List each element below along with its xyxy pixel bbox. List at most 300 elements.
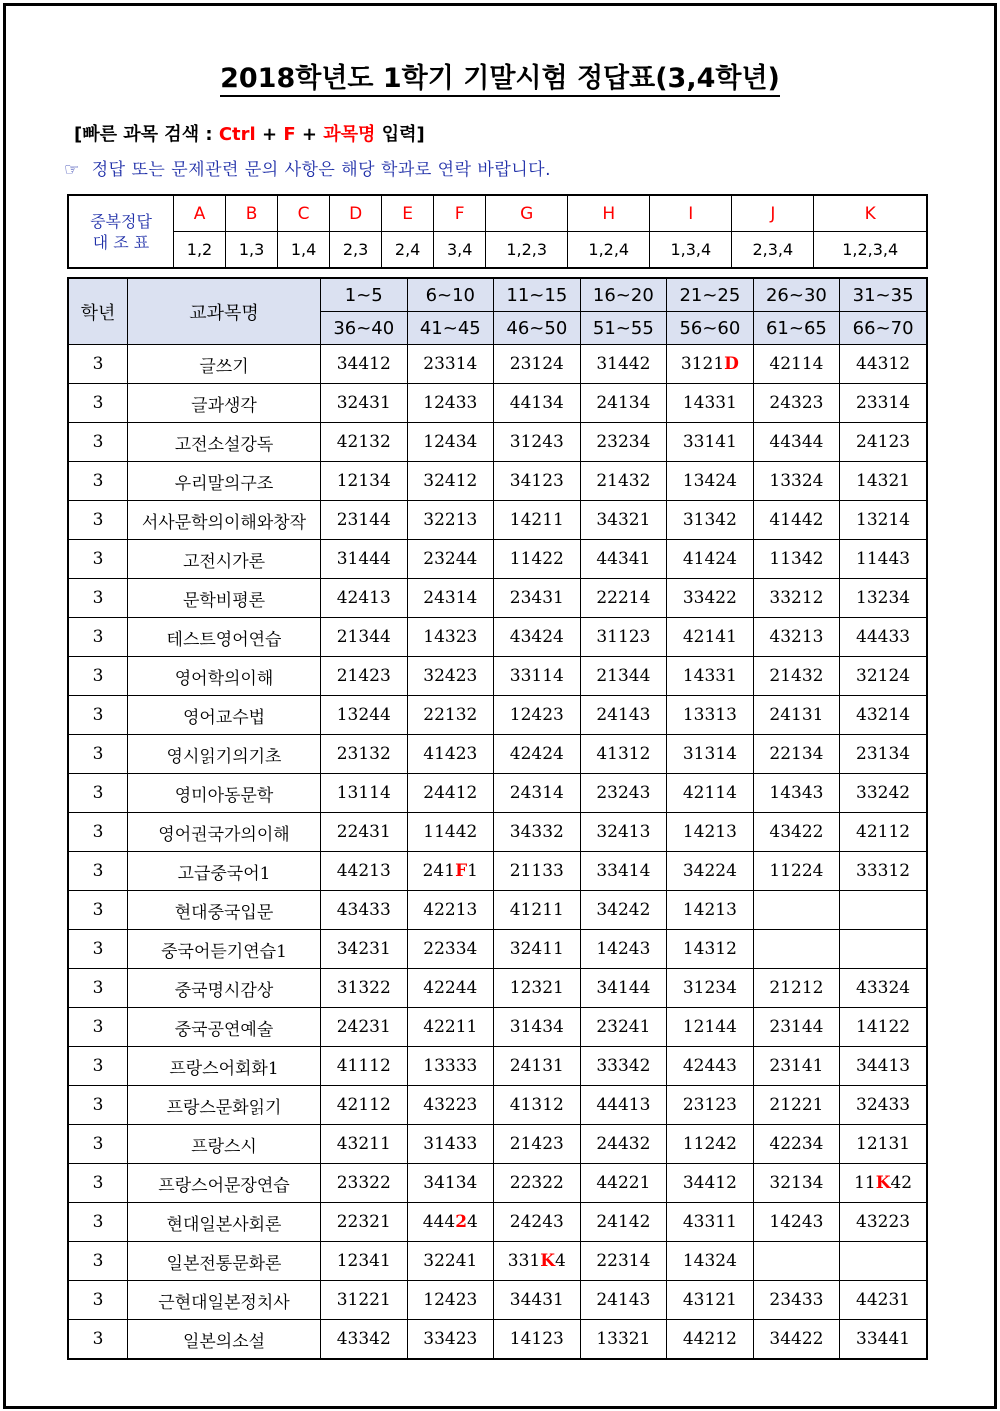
cell-answers: 22431 — [321, 813, 408, 852]
cell-answers: 32411 — [494, 930, 581, 969]
cell-answers: 13333 — [407, 1047, 494, 1086]
table-row — [68, 423, 927, 462]
cell-answers: 23124 — [494, 345, 581, 384]
code-combination: 1,2,3 — [486, 232, 568, 269]
cell-answers: 13114 — [321, 774, 408, 813]
cell-answers: 32134 — [753, 1164, 840, 1203]
cell-answers: 42413 — [321, 579, 408, 618]
cell-answers: 23431 — [494, 579, 581, 618]
cell-answers: 42213 — [407, 891, 494, 930]
code-letter: C — [278, 195, 330, 232]
cell-answers: 31123 — [580, 618, 667, 657]
cell-answers: 24231 — [321, 1008, 408, 1047]
table-row — [68, 1047, 927, 1086]
cell-year: 3 — [68, 735, 128, 774]
cell-answers: 44221 — [580, 1164, 667, 1203]
code-table-label-line1: 중복정답 — [90, 211, 152, 231]
cell-answers: 12131 — [840, 1125, 927, 1164]
header-range: 21~25 — [667, 278, 754, 312]
cell-answers: 44433 — [840, 618, 927, 657]
cell-answers: 32412 — [407, 462, 494, 501]
cell-answers: 32413 — [580, 813, 667, 852]
cell-answers: 14213 — [667, 891, 754, 930]
cell-answers: 23144 — [753, 1008, 840, 1047]
cell-answers: 34144 — [580, 969, 667, 1008]
cell-subject: 영미아동문학 — [128, 774, 321, 813]
code-combination: 2,4 — [382, 232, 434, 269]
cell-answers: 22214 — [580, 579, 667, 618]
cell-answers: 14323 — [407, 618, 494, 657]
page-title: 2018학년도 1학기 기말시험 정답표(3,4학년) — [0, 56, 1000, 95]
cell-answers: 44134 — [494, 384, 581, 423]
cell-subject: 문학비평론 — [128, 579, 321, 618]
cell-answers: 22134 — [753, 735, 840, 774]
cell-subject: 일본의소설 — [128, 1320, 321, 1360]
cell-answers: 24142 — [580, 1203, 667, 1242]
cell-answers: 13313 — [667, 696, 754, 735]
table-row — [68, 579, 927, 618]
highlighted-answer-char: D — [724, 354, 739, 374]
code-combination: 1,2 — [174, 232, 226, 269]
table-row — [68, 930, 927, 969]
cell-answers: 44212 — [667, 1320, 754, 1360]
cell-answers: 12144 — [667, 1008, 754, 1047]
highlighted-answer-char: F — [455, 861, 468, 881]
cell-answers: 11K42 — [840, 1164, 927, 1203]
cell-answers: 11442 — [407, 813, 494, 852]
cell-answers: 24432 — [580, 1125, 667, 1164]
table-row — [68, 696, 927, 735]
table-row — [68, 1164, 927, 1203]
table-row — [68, 618, 927, 657]
code-letter: D — [330, 195, 382, 232]
cell-answers: 14331 — [667, 384, 754, 423]
cell-year: 3 — [68, 462, 128, 501]
cell-subject: 현대일본사회론 — [128, 1203, 321, 1242]
cell-answers: 41312 — [494, 1086, 581, 1125]
cell-answers: 13321 — [580, 1320, 667, 1360]
cell-answers: 14343 — [753, 774, 840, 813]
cell-answers: 31322 — [321, 969, 408, 1008]
cell-answers: 42132 — [321, 423, 408, 462]
cell-answers: 33342 — [580, 1047, 667, 1086]
cell-answers: 42112 — [321, 1086, 408, 1125]
code-table-label — [68, 195, 174, 268]
cell-answers: 31434 — [494, 1008, 581, 1047]
cell-subject: 글쓰기 — [128, 345, 321, 384]
cell-subject: 영시읽기의기초 — [128, 735, 321, 774]
cell-answers: 24143 — [580, 696, 667, 735]
code-letter: B — [226, 195, 278, 232]
cell-answers: 14213 — [667, 813, 754, 852]
cell-subject: 프랑스시 — [128, 1125, 321, 1164]
cell-answers: 21212 — [753, 969, 840, 1008]
cell-answers: 14122 — [840, 1008, 927, 1047]
cell-answers: 13214 — [840, 501, 927, 540]
cell-subject: 영어교수법 — [128, 696, 321, 735]
cell-year: 3 — [68, 1242, 128, 1281]
cell-answers: 24412 — [407, 774, 494, 813]
cell-answers: 43223 — [407, 1086, 494, 1125]
cell-subject: 우리말의구조 — [128, 462, 321, 501]
cell-answers: 21432 — [753, 657, 840, 696]
cell-answers: 32423 — [407, 657, 494, 696]
cell-year: 3 — [68, 891, 128, 930]
header-subject: 교과목명 — [128, 278, 321, 345]
cell-subject: 영어학의이해 — [128, 657, 321, 696]
code-combination: 1,3,4 — [650, 232, 732, 269]
cell-answers: 33441 — [840, 1320, 927, 1360]
cell-answers: 34224 — [667, 852, 754, 891]
cell-answers: 31243 — [494, 423, 581, 462]
table-row — [68, 501, 927, 540]
cell-answers: 43213 — [753, 618, 840, 657]
header-range: 11~15 — [494, 278, 581, 312]
cell-answers: 34413 — [840, 1047, 927, 1086]
header-range: 66~70 — [840, 312, 927, 345]
cell-answers: 42114 — [753, 345, 840, 384]
cell-answers: 11224 — [753, 852, 840, 891]
cell-answers: 14243 — [753, 1203, 840, 1242]
cell-answers: 12341 — [321, 1242, 408, 1281]
table-row — [68, 969, 927, 1008]
cell-answers: 33312 — [840, 852, 927, 891]
cell-answers: 22322 — [494, 1164, 581, 1203]
cell-year: 3 — [68, 1125, 128, 1164]
cell-answers — [840, 1242, 927, 1281]
cell-answers: 23141 — [753, 1047, 840, 1086]
cell-subject: 영어권국가의이해 — [128, 813, 321, 852]
cell-year: 3 — [68, 696, 128, 735]
header-range: 56~60 — [667, 312, 754, 345]
cell-answers: 42141 — [667, 618, 754, 657]
cell-subject: 고전시가론 — [128, 540, 321, 579]
highlighted-answer-char: K — [540, 1251, 556, 1271]
cell-answers: 23241 — [580, 1008, 667, 1047]
cell-year: 3 — [68, 969, 128, 1008]
cell-answers: 23314 — [840, 384, 927, 423]
code-letter: H — [568, 195, 650, 232]
cell-subject: 서사문학의이해와창작 — [128, 501, 321, 540]
header-range: 61~65 — [753, 312, 840, 345]
code-combination: 1,2,4 — [568, 232, 650, 269]
cell-answers: 34422 — [753, 1320, 840, 1360]
cell-answers: 41423 — [407, 735, 494, 774]
cell-answers: 23314 — [407, 345, 494, 384]
cell-answers: 43422 — [753, 813, 840, 852]
cell-answers: 33212 — [753, 579, 840, 618]
cell-answers: 12423 — [407, 1281, 494, 1320]
cell-answers: 33114 — [494, 657, 581, 696]
cell-subject: 프랑스어문장연습 — [128, 1164, 321, 1203]
cell-answers: 22132 — [407, 696, 494, 735]
cell-subject: 테스트영어연습 — [128, 618, 321, 657]
notice — [64, 155, 551, 180]
cell-answers: 12134 — [321, 462, 408, 501]
cell-answers: 32124 — [840, 657, 927, 696]
code-combination: 2,3,4 — [732, 232, 814, 269]
table-row — [68, 1008, 927, 1047]
cell-answers: 42112 — [840, 813, 927, 852]
table-row — [68, 1281, 927, 1320]
cell-answers: 12423 — [494, 696, 581, 735]
cell-subject: 프랑스어회화1 — [128, 1047, 321, 1086]
cell-answers: 21432 — [580, 462, 667, 501]
cell-answers: 42234 — [753, 1125, 840, 1164]
cell-answers: 13244 — [321, 696, 408, 735]
cell-answers: 34332 — [494, 813, 581, 852]
cell-answers: 11443 — [840, 540, 927, 579]
code-letter: G — [486, 195, 568, 232]
cell-answers: 41424 — [667, 540, 754, 579]
table-row — [68, 1320, 927, 1360]
cell-answers: 23234 — [580, 423, 667, 462]
cell-answers: 42424 — [494, 735, 581, 774]
cell-answers: 43342 — [321, 1320, 408, 1360]
cell-answers: 14312 — [667, 930, 754, 969]
cell-answers: 32431 — [321, 384, 408, 423]
search-hint-plus: + — [295, 124, 324, 145]
cell-answers: 43121 — [667, 1281, 754, 1320]
cell-answers: 31444 — [321, 540, 408, 579]
cell-answers: 32213 — [407, 501, 494, 540]
header-range: 6~10 — [407, 278, 494, 312]
cell-answers: 13234 — [840, 579, 927, 618]
header-range: 51~55 — [580, 312, 667, 345]
search-hint-ctrl: Ctrl — [218, 124, 256, 145]
cell-answers: 42114 — [667, 774, 754, 813]
cell-year: 3 — [68, 618, 128, 657]
code-table-label-line2: 대 조 표 — [92, 232, 150, 252]
cell-answers: 42211 — [407, 1008, 494, 1047]
cell-year: 3 — [68, 579, 128, 618]
cell-year: 3 — [68, 345, 128, 384]
cell-subject: 현대중국입문 — [128, 891, 321, 930]
cell-answers: 12433 — [407, 384, 494, 423]
cell-answers: 23244 — [407, 540, 494, 579]
table-row — [68, 1125, 927, 1164]
cell-answers: 22334 — [407, 930, 494, 969]
cell-answers: 31221 — [321, 1281, 408, 1320]
search-hint-plus: + — [255, 124, 284, 145]
code-letter: F — [434, 195, 486, 232]
cell-answers: 24243 — [494, 1203, 581, 1242]
cell-answers: 24131 — [753, 696, 840, 735]
search-hint-f: F — [283, 124, 296, 145]
table-row — [68, 1203, 927, 1242]
cell-answers: 31433 — [407, 1125, 494, 1164]
cell-answers: 331K4 — [494, 1242, 581, 1281]
cell-answers: 34321 — [580, 501, 667, 540]
highlighted-answer-char: K — [875, 1173, 891, 1193]
cell-answers: 21423 — [494, 1125, 581, 1164]
cell-answers: 43424 — [494, 618, 581, 657]
cell-answers: 21221 — [753, 1086, 840, 1125]
cell-year: 3 — [68, 1203, 128, 1242]
code-letter: I — [650, 195, 732, 232]
header-year: 학년 — [68, 278, 128, 345]
cell-year: 3 — [68, 1281, 128, 1320]
cell-year: 3 — [68, 1008, 128, 1047]
code-combination: 3,4 — [434, 232, 486, 269]
cell-answers — [840, 930, 927, 969]
cell-answers: 23134 — [840, 735, 927, 774]
table-row — [68, 813, 927, 852]
cell-answers: 21344 — [580, 657, 667, 696]
cell-answers: 32433 — [840, 1086, 927, 1125]
cell-answers: 23433 — [753, 1281, 840, 1320]
cell-answers: 21133 — [494, 852, 581, 891]
code-combination: 2,3 — [330, 232, 382, 269]
cell-answers: 44341 — [580, 540, 667, 579]
cell-answers: 34242 — [580, 891, 667, 930]
cell-year: 3 — [68, 930, 128, 969]
cell-answers: 34231 — [321, 930, 408, 969]
pointing-hand-icon: ☞ — [64, 160, 80, 180]
code-combination: 1,4 — [278, 232, 330, 269]
header-range: 46~50 — [494, 312, 581, 345]
cell-answers: 42244 — [407, 969, 494, 1008]
cell-answers: 42443 — [667, 1047, 754, 1086]
cell-answers — [753, 930, 840, 969]
cell-answers: 24131 — [494, 1047, 581, 1086]
table-row — [68, 345, 927, 384]
cell-answers: 31442 — [580, 345, 667, 384]
cell-answers: 24134 — [580, 384, 667, 423]
duplicate-answer-code-table — [67, 194, 928, 269]
highlighted-answer-char: 2 — [455, 1212, 468, 1232]
cell-answers: 31314 — [667, 735, 754, 774]
table-row — [68, 657, 927, 696]
cell-year: 3 — [68, 423, 128, 462]
cell-answers: 24143 — [580, 1281, 667, 1320]
cell-answers: 11242 — [667, 1125, 754, 1164]
cell-answers: 14123 — [494, 1320, 581, 1360]
answer-key-table — [67, 277, 928, 1360]
cell-answers: 34412 — [321, 345, 408, 384]
cell-answers: 44231 — [840, 1281, 927, 1320]
header-range: 16~20 — [580, 278, 667, 312]
cell-answers: 44312 — [840, 345, 927, 384]
cell-year: 3 — [68, 501, 128, 540]
cell-year: 3 — [68, 1047, 128, 1086]
cell-answers: 23243 — [580, 774, 667, 813]
cell-answers: 43214 — [840, 696, 927, 735]
cell-subject: 중국공연예술 — [128, 1008, 321, 1047]
table-row — [68, 891, 927, 930]
header-range: 1~5 — [321, 278, 408, 312]
cell-answers: 14324 — [667, 1242, 754, 1281]
cell-answers — [840, 891, 927, 930]
cell-answers: 23322 — [321, 1164, 408, 1203]
cell-year: 3 — [68, 657, 128, 696]
cell-subject: 글과생각 — [128, 384, 321, 423]
code-letter: A — [174, 195, 226, 232]
cell-answers: 33242 — [840, 774, 927, 813]
notice-text: 정답 또는 문제관련 문의 사항은 해당 학과로 연락 바랍니다. — [91, 160, 552, 180]
cell-answers: 33422 — [667, 579, 754, 618]
cell-answers: 12434 — [407, 423, 494, 462]
cell-answers: 23123 — [667, 1086, 754, 1125]
cell-subject: 일본전통문화론 — [128, 1242, 321, 1281]
header-range: 36~40 — [321, 312, 408, 345]
cell-answers: 43223 — [840, 1203, 927, 1242]
cell-year: 3 — [68, 384, 128, 423]
cell-answers: 41211 — [494, 891, 581, 930]
cell-year: 3 — [68, 774, 128, 813]
cell-answers: 33414 — [580, 852, 667, 891]
code-combination: 1,2,3,4 — [814, 232, 927, 269]
code-letter: E — [382, 195, 434, 232]
cell-subject: 프랑스문화읽기 — [128, 1086, 321, 1125]
header-range: 31~35 — [840, 278, 927, 312]
cell-year: 3 — [68, 1086, 128, 1125]
cell-answers: 43211 — [321, 1125, 408, 1164]
cell-answers: 11422 — [494, 540, 581, 579]
cell-answers: 24323 — [753, 384, 840, 423]
cell-answers: 21344 — [321, 618, 408, 657]
cell-answers: 22321 — [321, 1203, 408, 1242]
cell-answers: 34123 — [494, 462, 581, 501]
cell-answers: 241F1 — [407, 852, 494, 891]
cell-answers: 14243 — [580, 930, 667, 969]
cell-answers: 44213 — [321, 852, 408, 891]
table-row — [68, 540, 927, 579]
cell-answers: 23144 — [321, 501, 408, 540]
cell-answers: 44344 — [753, 423, 840, 462]
table-row — [68, 774, 927, 813]
search-hint-suffix: 입력] — [375, 124, 425, 145]
cell-answers: 14211 — [494, 501, 581, 540]
cell-subject: 중국어듣기연습1 — [128, 930, 321, 969]
table-row — [68, 852, 927, 891]
cell-answers: 44413 — [580, 1086, 667, 1125]
cell-answers: 3121D — [667, 345, 754, 384]
cell-subject: 고급중국어1 — [128, 852, 321, 891]
cell-year: 3 — [68, 1320, 128, 1360]
header-range: 41~45 — [407, 312, 494, 345]
code-letter: K — [814, 195, 927, 232]
cell-answers: 34134 — [407, 1164, 494, 1203]
cell-year: 3 — [68, 1164, 128, 1203]
cell-answers: 24123 — [840, 423, 927, 462]
search-hint — [74, 120, 425, 146]
cell-answers: 41442 — [753, 501, 840, 540]
header-range: 26~30 — [753, 278, 840, 312]
cell-answers — [753, 891, 840, 930]
cell-answers: 13424 — [667, 462, 754, 501]
cell-answers: 41312 — [580, 735, 667, 774]
code-combination: 1,3 — [226, 232, 278, 269]
cell-answers: 11342 — [753, 540, 840, 579]
cell-answers: 41112 — [321, 1047, 408, 1086]
cell-answers — [753, 1242, 840, 1281]
table-row — [68, 462, 927, 501]
cell-year: 3 — [68, 813, 128, 852]
table-row — [68, 1242, 927, 1281]
cell-answers: 24314 — [407, 579, 494, 618]
cell-answers: 33141 — [667, 423, 754, 462]
cell-answers: 31342 — [667, 501, 754, 540]
cell-answers: 14321 — [840, 462, 927, 501]
cell-answers: 33423 — [407, 1320, 494, 1360]
cell-answers: 34412 — [667, 1164, 754, 1203]
cell-answers: 12321 — [494, 969, 581, 1008]
cell-answers: 43433 — [321, 891, 408, 930]
cell-subject: 고전소설강독 — [128, 423, 321, 462]
cell-answers: 34431 — [494, 1281, 581, 1320]
cell-answers: 43311 — [667, 1203, 754, 1242]
